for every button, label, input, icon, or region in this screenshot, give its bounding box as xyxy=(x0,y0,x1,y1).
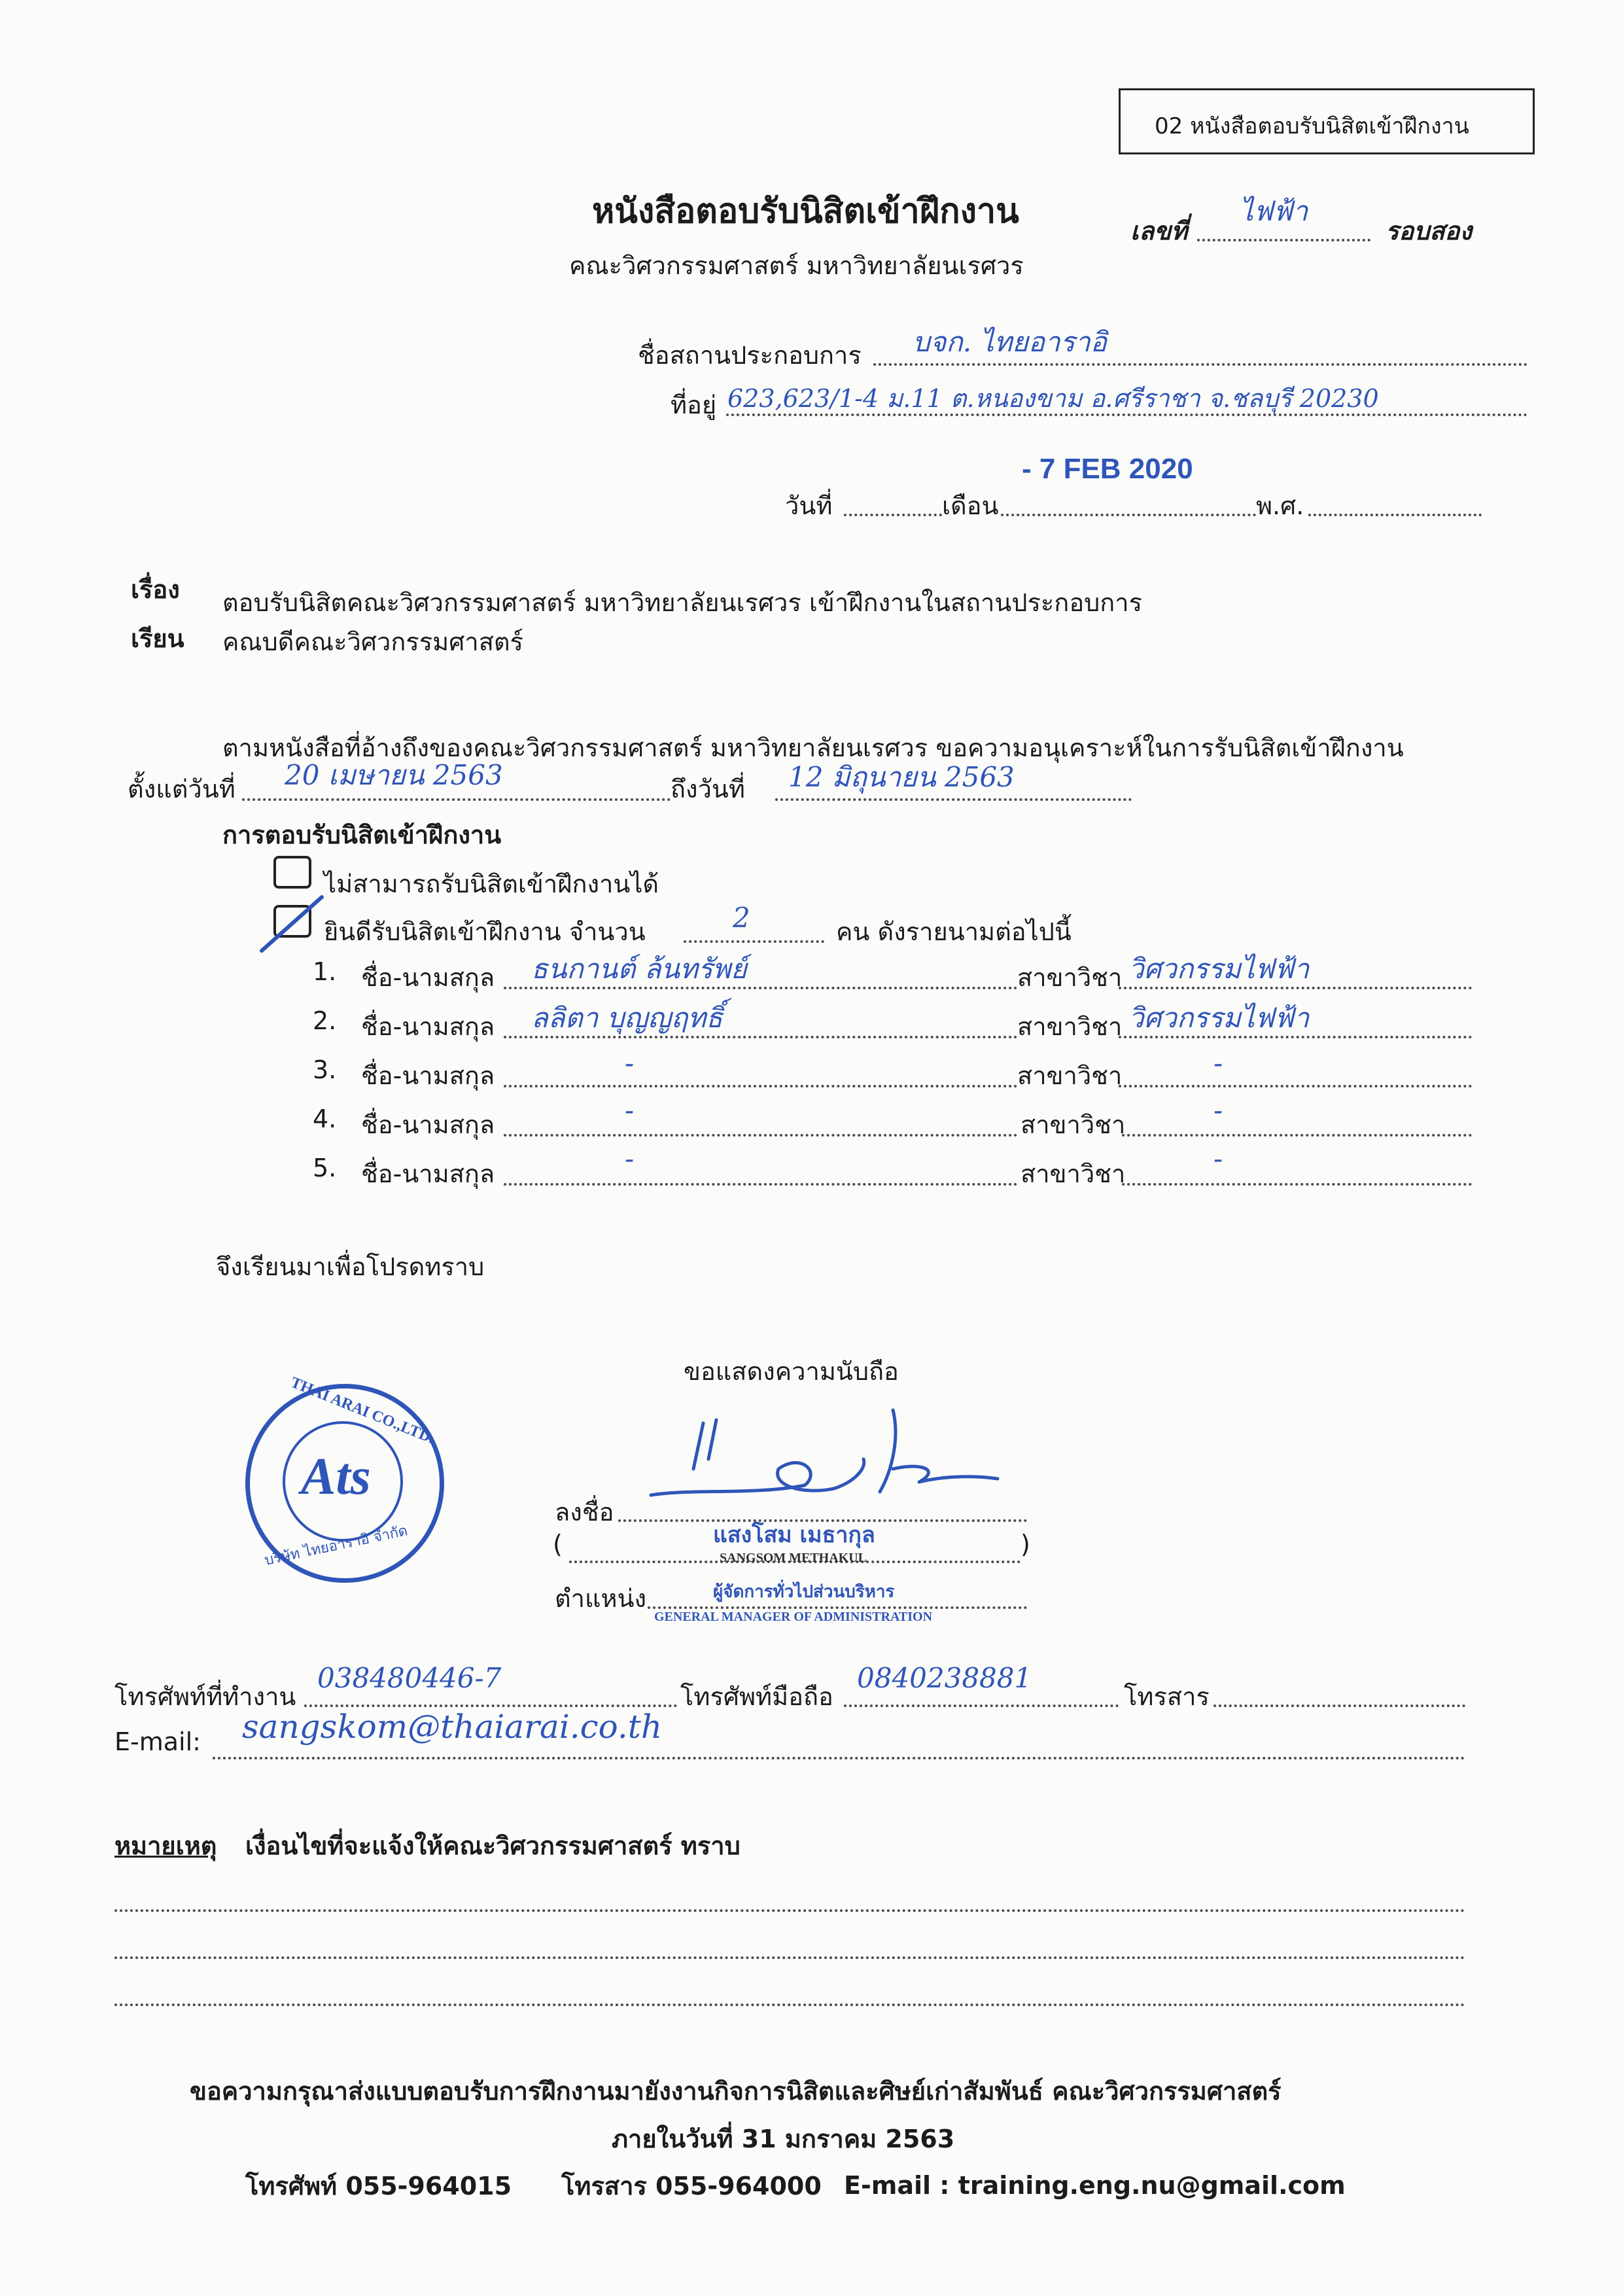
number-value: ไฟฟ้า xyxy=(1240,195,1308,227)
day-dots xyxy=(844,514,942,516)
company-stamp xyxy=(245,1373,444,1583)
address-value: 623,623/1-4 ม.11 ต.หนองขาม อ.ศรีราชา จ.ชลบุรี 20230 xyxy=(727,384,1379,413)
remark-line xyxy=(114,2004,1465,2006)
page-subtitle: คณะวิศวกรรมศาสตร์ มหาวิทยาลัยนเรศวร xyxy=(569,251,1024,280)
mobile-dots xyxy=(844,1704,1119,1707)
mobile-value: 0840238881 xyxy=(857,1662,1032,1694)
footer-line1: ขอความกรุณาส่งแบบตอบรับการฝึกงานมายังงานกิจการนิสิตและศิษย์เก่าสัมพันธ์ คณะวิศวกรรมศาสตร์ xyxy=(190,2077,1282,2106)
accept-option: ยินดีรับนิสิตเข้าฝึกงาน จำนวน xyxy=(324,917,646,946)
student-name-label: ชื่อ-นามสกุล xyxy=(361,1159,495,1188)
student-num: 1. xyxy=(313,957,337,986)
number-label: เลขที่ xyxy=(1130,217,1188,245)
footer-fax: โทรสาร 055-964000 xyxy=(561,2172,822,2200)
student-num: 3. xyxy=(313,1055,337,1084)
remark-line xyxy=(114,1909,1465,1912)
to-date-label: ถึงวันที่ xyxy=(671,775,745,804)
student-major-dots xyxy=(1122,1134,1472,1137)
remark-text: เงื่อนไขที่จะแจ้งให้คณะวิศวกรรมศาสตร์ ทราบ xyxy=(245,1831,741,1860)
footer-line2: ภายในวันที่ 31 มกราคม 2563 xyxy=(612,2125,955,2153)
fax-dots xyxy=(1213,1704,1465,1707)
student-num: 5. xyxy=(313,1154,337,1182)
month-dots xyxy=(1001,514,1256,516)
signer-name-eng: SANGSOM METHAKUL xyxy=(720,1551,867,1565)
number-round: รอบสอง xyxy=(1386,217,1472,245)
stamp-top-text: THAI ARAI CO.,LTD. xyxy=(288,1373,437,1447)
student-major-label: สาขาวิชา xyxy=(1017,1012,1123,1041)
stamp-bottom-text: บริษัท ไทยอาราอิ จำกัด xyxy=(263,1523,410,1569)
student-major-value: - xyxy=(1213,1142,1223,1174)
student-major-dots xyxy=(1122,1183,1472,1186)
count-dots xyxy=(684,940,824,943)
from-label: ตั้งแต่วันที่ xyxy=(128,775,236,804)
email-dots xyxy=(213,1757,1465,1759)
position-eng: GENERAL MANAGER OF ADMINISTRATION xyxy=(654,1610,933,1624)
sign-label: ลงชื่อ xyxy=(555,1498,614,1527)
to-date-value: 12 มิถุนายน 2563 xyxy=(788,761,1015,793)
address-label: ที่อยู่ xyxy=(671,391,717,419)
company-name-label: ชื่อสถานประกอบการ xyxy=(638,341,862,370)
from-value: 20 เมษายน 2563 xyxy=(285,759,503,791)
position-dots xyxy=(648,1606,1027,1609)
student-major-label: สาขาวิชา xyxy=(1017,1061,1123,1090)
regards-text: ขอแสดงความนับถือ xyxy=(684,1357,899,1386)
student-name-dots xyxy=(504,1134,1017,1137)
form-code: 02 หนังสือตอบรับนิสิตเข้าฝึกงาน xyxy=(1155,113,1469,139)
student-name-value: - xyxy=(625,1047,635,1079)
count-suffix: คน ดังรายนามต่อไปนี้ xyxy=(836,917,1072,946)
student-name-label: ชื่อ-นามสกุล xyxy=(361,1061,495,1090)
student-major-value: - xyxy=(1213,1094,1223,1126)
day-label: วันที่ xyxy=(785,491,833,520)
acceptance-heading: การตอบรับนิสิตเข้าฝึกงาน xyxy=(222,821,502,849)
accept-check-mark xyxy=(256,893,328,959)
year-label: พ.ศ. xyxy=(1256,491,1304,520)
office-phone-label: โทรศัพท์ที่ทำงาน xyxy=(114,1682,296,1711)
fax-label: โทรสาร xyxy=(1124,1682,1210,1711)
student-num: 4. xyxy=(313,1104,337,1133)
footer-phone: โทรศัพท์ 055-964015 xyxy=(245,2172,512,2200)
student-name-value: ลลิตา บุญญฤทธิ์ xyxy=(531,1002,723,1034)
student-num: 2. xyxy=(313,1006,337,1035)
close-paren: ) xyxy=(1021,1530,1030,1559)
page-title: หนังสือตอบรับนิสิตเข้าฝึกงาน xyxy=(592,192,1019,231)
number-dots xyxy=(1197,239,1370,241)
student-major-label: สาขาวิชา xyxy=(1017,963,1123,992)
student-major-label: สาขาวิชา xyxy=(1021,1110,1126,1139)
student-name-value: - xyxy=(625,1094,635,1126)
student-major-label: สาขาวิชา xyxy=(1021,1159,1126,1188)
office-phone-dots xyxy=(304,1704,677,1707)
student-name-dots xyxy=(504,1085,1017,1087)
from-dots xyxy=(242,798,671,801)
student-major-value: วิศวกรรมไฟฟ้า xyxy=(1128,1002,1310,1034)
student-name-label: ชื่อ-นามสกุล xyxy=(361,963,495,992)
reject-option: ไม่สามารถรับนิสิตเข้าฝึกงานได้ xyxy=(324,870,659,898)
mobile-label: โทรศัพท์มือถือ xyxy=(680,1682,833,1711)
email-label: E-mail: xyxy=(114,1727,201,1756)
count-value: 2 xyxy=(733,902,750,934)
reject-checkbox[interactable] xyxy=(273,856,311,889)
to-text: คณบดีคณะวิศวกรรมศาสตร์ xyxy=(222,627,523,656)
office-phone-value: 038480446-7 xyxy=(317,1662,502,1694)
subject-label: เรื่อง xyxy=(131,575,180,604)
company-name-value: บจก. ไทยอาราอิ xyxy=(913,326,1107,358)
subject-text: ตอบรับนิสิตคณะวิศวกรรมศาสตร์ มหาวิทยาลัยนเรศวร เข้าฝึกงานในสถานประกอบการ xyxy=(222,588,1143,617)
student-name-value: - xyxy=(625,1142,635,1174)
year-dots xyxy=(1308,514,1482,516)
student-name-label: ชื่อ-นามสกุล xyxy=(361,1110,495,1139)
stamp-logo: Ats xyxy=(301,1448,371,1506)
closing-text: จึงเรียนมาเพื่อโปรดทราบ xyxy=(216,1252,485,1281)
footer-email: E-mail : training.eng.nu@gmail.com xyxy=(844,2171,1346,2200)
handwritten-signature xyxy=(638,1397,1004,1528)
email-value: sangskom@thaiarai.co.th xyxy=(242,1708,663,1746)
signer-name-thai: แสงโสม เมธากุล xyxy=(713,1522,875,1548)
position-label: ตำแหน่ง xyxy=(555,1584,647,1613)
student-name-value: ธนกานต์ ล้นทรัพย์ xyxy=(531,953,747,985)
student-name-label: ชื่อ-นามสกุล xyxy=(361,1012,495,1041)
student-name-dots xyxy=(504,1183,1017,1186)
date-stamp: - 7 FEB 2020 xyxy=(1022,453,1193,485)
position-thai: ผู้จัดการทั่วไปส่วนบริหาร xyxy=(713,1582,895,1602)
remark-label: หมายเหตุ xyxy=(114,1831,217,1860)
student-major-value: วิศวกรรมไฟฟ้า xyxy=(1128,953,1310,985)
to-label: เรียน xyxy=(131,624,184,653)
student-major-value: - xyxy=(1213,1047,1223,1079)
student-major-dots xyxy=(1119,1085,1472,1087)
open-paren: ( xyxy=(553,1530,563,1559)
month-label: เดือน xyxy=(942,491,999,520)
remark-line xyxy=(114,1956,1465,1959)
body-paragraph: ตามหนังสือที่อ้างถึงของคณะวิศวกรรมศาสตร์ มหาวิทยาลัยนเรศวร ขอความอนุเคราะห์ในการรับนิสิตเข้าฝึกงาน xyxy=(222,733,1404,762)
